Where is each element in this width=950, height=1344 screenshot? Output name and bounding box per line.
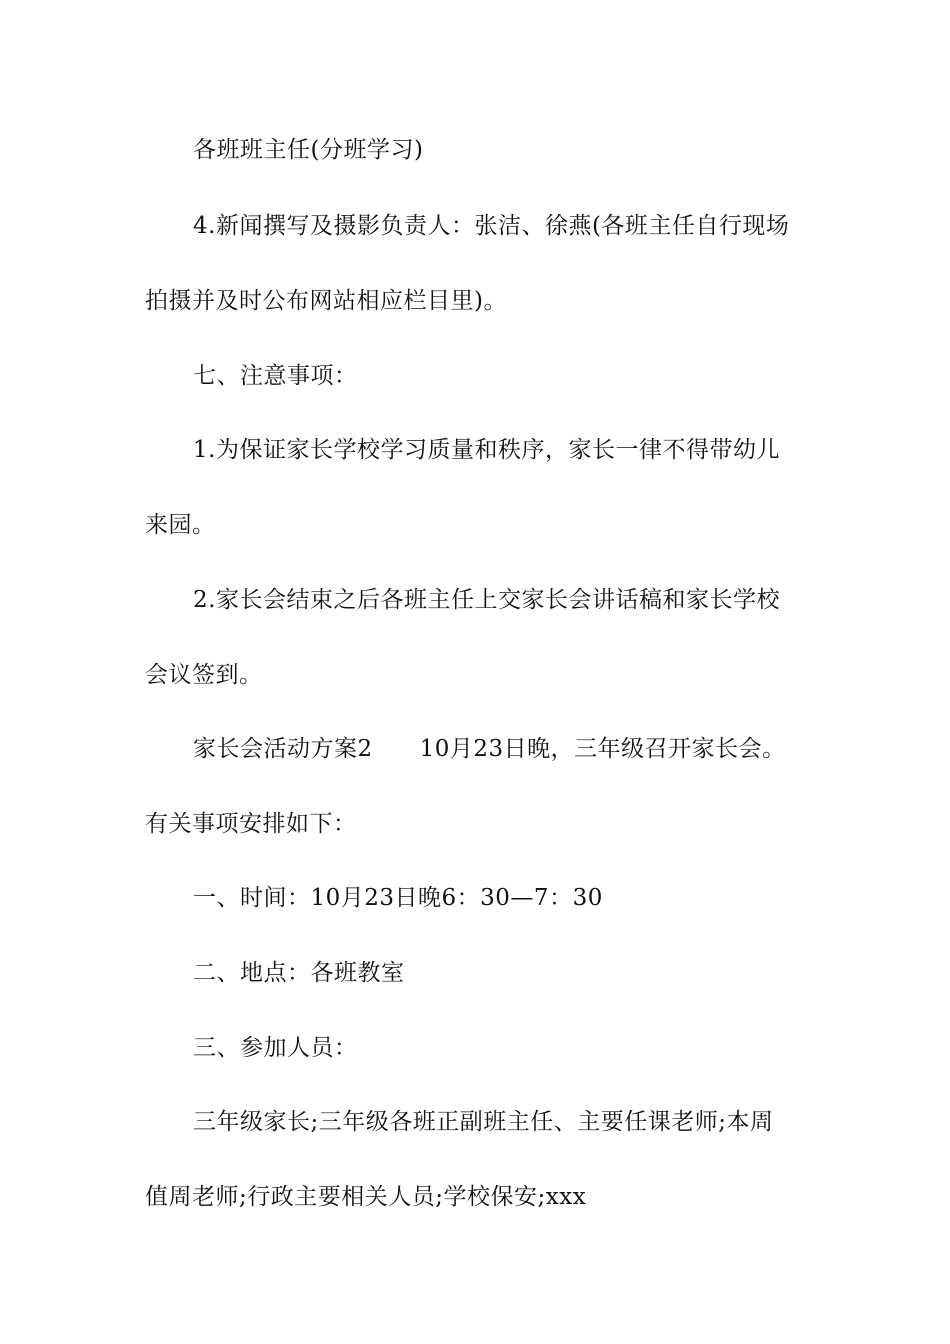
paragraph-line: 拍摄并及时公布网站相应栏目里)。 [145,288,507,314]
section-heading: 三、参加人员： [193,1035,358,1061]
section-heading: 七、注意事项： [193,363,358,389]
section-heading: 二、地点：各班教室 [193,960,405,986]
section-heading: 一、时间：10月23日晚6：30—7：30 [193,885,603,911]
paragraph-line: 有关事项安排如下： [145,811,357,837]
paragraph-line: 各班班主任(分班学习) [193,137,424,163]
paragraph-line: 值周老师;行政主要相关人员;学校保安;xxx [145,1184,587,1210]
paragraph-line: 来园。 [145,512,216,538]
paragraph-line: 家长会活动方案2 10月23日晚，三年级召开家长会。 [193,736,786,762]
paragraph-line: 4.新闻撰写及摄影负责人：张洁、徐燕(各班主任自行现场 [193,213,790,239]
paragraph-line: 会议签到。 [145,662,263,688]
paragraph-line: 1.为保证家长学校学习质量和秩序，家长一律不得带幼儿 [193,437,780,463]
paragraph-line: 2.家长会结束之后各班主任上交家长会讲话稿和家长学校 [193,587,780,613]
paragraph-line: 三年级家长;三年级各班正副班主任、主要任课老师;本周 [193,1109,774,1135]
